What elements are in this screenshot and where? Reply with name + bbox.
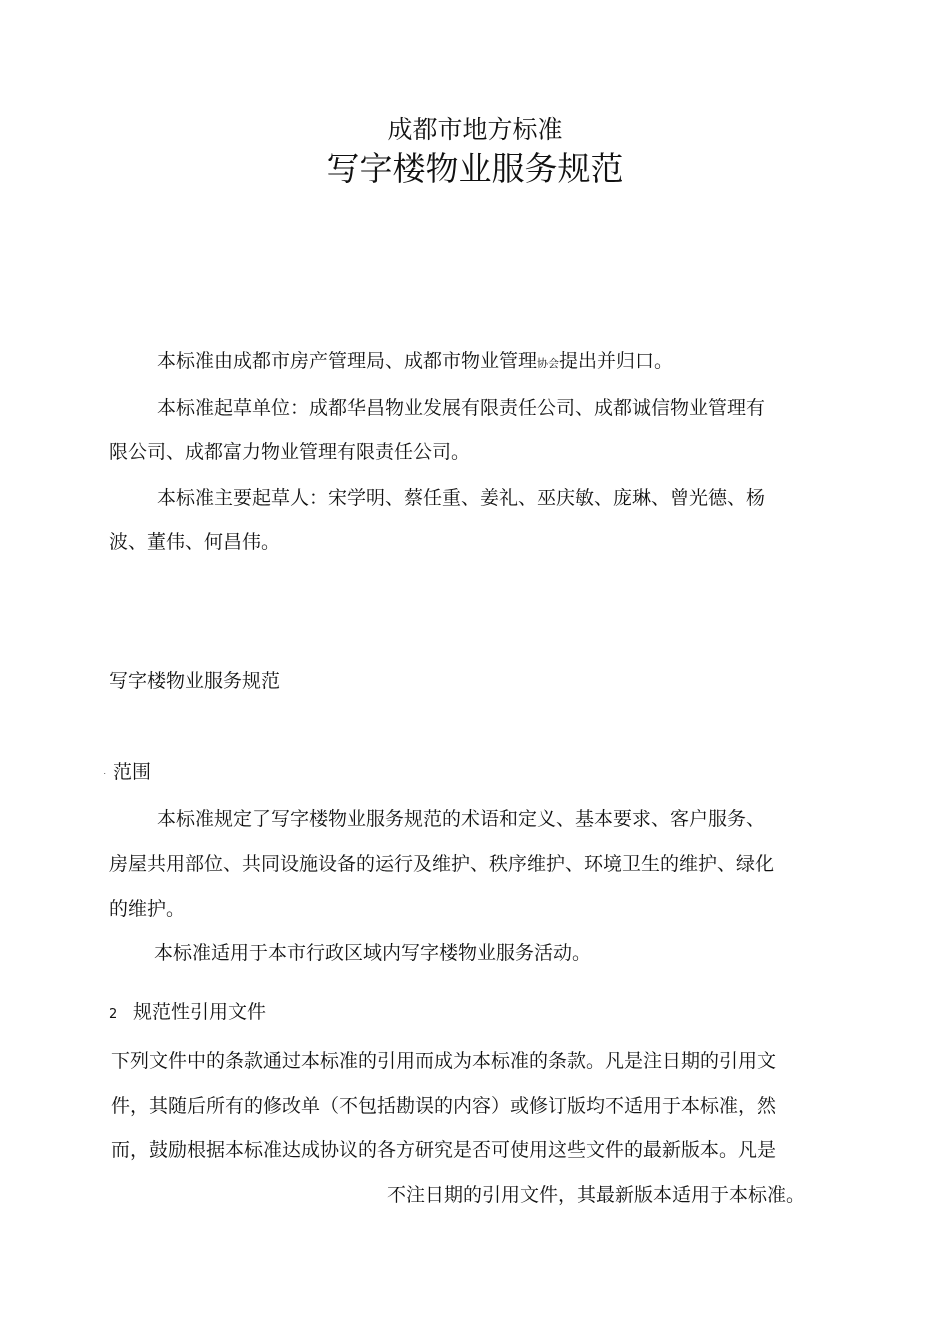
foreword-paragraph-3-line-2: 波、董伟、何昌伟。 (109, 531, 281, 553)
section-1-paragraph-1-line-2: 房屋共用部位、共同设施设备的运行及维护、秩序维护、环境卫生的维护、绿化 (109, 853, 775, 875)
section-2-paragraph-line-1: 下列文件中的条款通过本标准的引用而成为本标准的条款。凡是注日期的引用文 (111, 1050, 777, 1072)
section-2-number: 2 (109, 1007, 118, 1022)
foreword-paragraph-3-line-1: 本标准主要起草人：宋学明、蔡任重、姜礼、巫庆敏、庞琳、曾光德、杨 (157, 487, 766, 509)
foreword-paragraph-2-line-1: 本标准起草单位：成都华昌物业发展有限责任公司、成都诚信物业管理有 (157, 397, 766, 419)
section-2-heading (109, 999, 266, 1028)
document-subtitle: 成都市地方标准 (387, 115, 563, 144)
section-1-paragraph-1-line-1: 本标准规定了写字楼物业服务规范的术语和定义、基本要求、客户服务、 (157, 808, 766, 830)
body-title: 写字楼物业服务规范 (109, 670, 281, 692)
document-title: 写字楼物业服务规范 (326, 149, 624, 188)
foreword-paragraph-2-line-2: 限公司、成都富力物业管理有限责任公司。 (109, 441, 471, 463)
section-1-heading-text: 范围 (113, 761, 152, 783)
section-2-heading-text: 规范性引用文件 (133, 1001, 267, 1023)
foreword-paragraph-1 (157, 348, 673, 377)
section-1-paragraph-1-line-3: 的维护。 (109, 898, 186, 920)
section-2-paragraph-line-4: 不注日期的引用文件，其最新版本适用于本标准。 (387, 1184, 806, 1206)
section-2-paragraph-line-2: 件，其随后所有的修改单（不包括勘误的内容）或修订版均不适用于本标准，然 (111, 1095, 777, 1117)
foreword-p1-text: 本标准由成都市房产管理局、成都市物业管理 (157, 350, 538, 372)
section-1-heading (104, 759, 151, 785)
section-2-paragraph-line-3: 而，鼓励根据本标准达成协议的各方研究是否可使用这些文件的最新版本。凡是 (111, 1139, 777, 1161)
section-1-number: 1 (104, 766, 111, 777)
foreword-p1-small: 协会 (537, 357, 560, 370)
section-1-paragraph-2: 本标准适用于本市行政区域内写字楼物业服务活动。 (154, 942, 592, 964)
foreword-p1-text-end: 提出并归口。 (559, 350, 674, 372)
